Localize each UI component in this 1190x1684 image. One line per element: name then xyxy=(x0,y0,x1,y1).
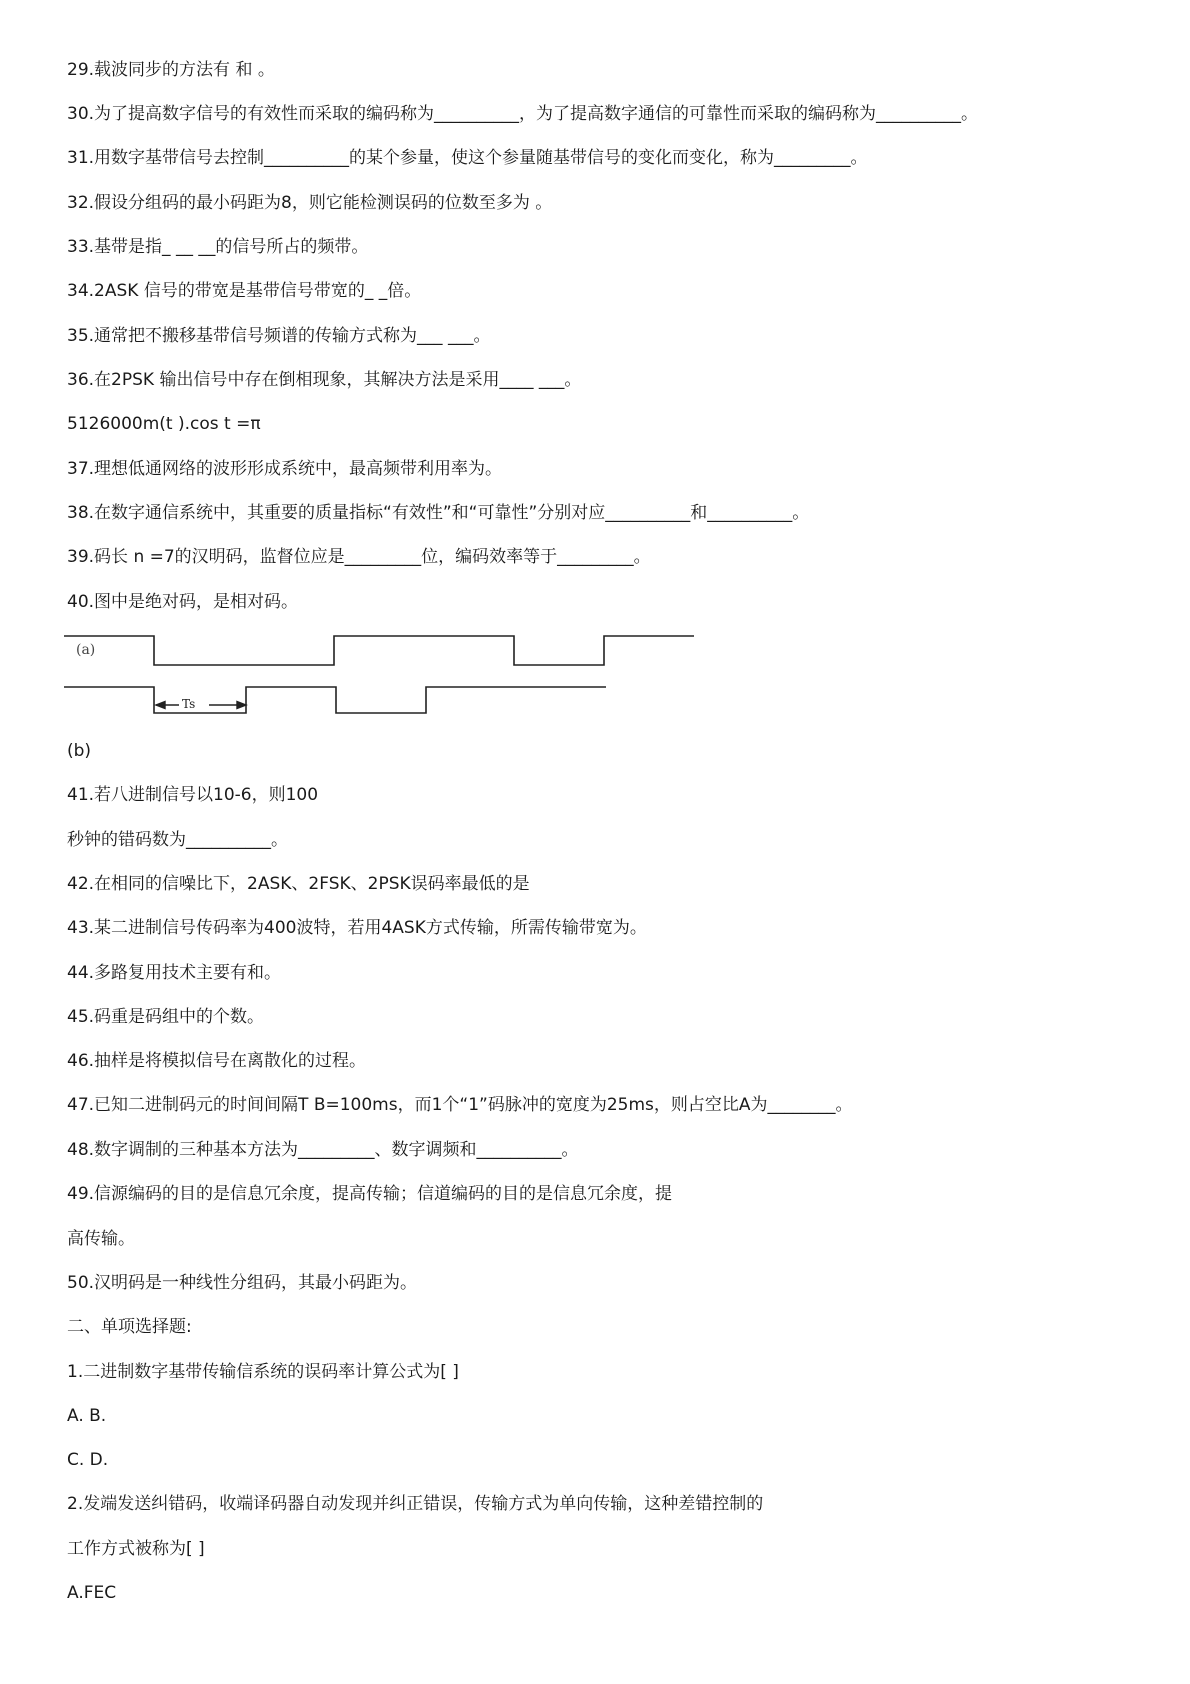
choice-question-2: 2.发端发送纠错码，收端译码器自动发现并纠正错误，传输方式为单向传输，这种差错控制的 xyxy=(67,1494,764,1514)
choice-1-options-cd: C. D. xyxy=(67,1450,109,1470)
section-heading: 二、单项选择题: xyxy=(67,1317,192,1337)
question-30: 30.为了提高数字信号的有效性而采取的编码称为__________，为了提高数字通信的可靠性而采取的编码称为__________。 xyxy=(67,104,979,124)
question-46: 46.抽样是将模拟信号在离散化的过程。 xyxy=(67,1051,367,1071)
question-41: 41.若八进制信号以10-6，则100 xyxy=(67,785,319,805)
question-45: 45.码重是码组中的个数。 xyxy=(67,1007,265,1027)
question-39: 39.码长 n =7的汉明码，监督位应是_________位，编码效率等于_________。 xyxy=(67,547,651,567)
question-33: 33.基带是指_ __ __的信号所占的频带。 xyxy=(67,237,369,257)
formula-line: 5126000m(t ).cos t =π xyxy=(67,414,261,434)
waveform-a xyxy=(64,636,694,665)
choice-question-2-cont: 工作方式被称为[ ] xyxy=(67,1539,205,1559)
question-49: 49.信源编码的目的是信息冗余度，提高传输；信道编码的目的是信息冗余度，提 xyxy=(67,1184,673,1204)
ts-label: Ts xyxy=(182,697,196,711)
question-44: 44.多路复用技术主要有和。 xyxy=(67,963,282,983)
question-31: 31.用数字基带信号去控制__________的某个参量，使这个参量随基带信号的变化而变化，称为_________。 xyxy=(67,148,868,168)
question-40: 40.图中是绝对码，是相对码。 xyxy=(67,592,299,612)
code-waveform-figure xyxy=(64,628,704,728)
question-49-cont: 高传输。 xyxy=(67,1229,135,1249)
question-48: 48.数字调制的三种基本方法为_________、数字调频和__________。 xyxy=(67,1140,579,1160)
question-43: 43.某二进制信号传码率为400波特，若用4ASK方式传输，所需传输带宽为。 xyxy=(67,918,647,938)
question-36: 36.在2PSK 输出信号中存在倒相现象，其解决方法是采用____ ___。 xyxy=(67,370,582,390)
choice-2-option-a: A.FEC xyxy=(67,1583,117,1603)
question-50: 50.汉明码是一种线性分组码，其最小码距为。 xyxy=(67,1273,418,1293)
question-35: 35.通常把不搬移基带信号频谱的传输方式称为___ ___。 xyxy=(67,326,491,346)
question-41-cont: 秒钟的错码数为__________。 xyxy=(67,830,288,850)
figure-label-b: (b) xyxy=(67,741,92,761)
waveform-a-label: (a) xyxy=(76,642,96,658)
question-47: 47.已知二进制码元的时间间隔T B=100ms，而1个“1”码脉冲的宽度为25ms，则占空比A为________。 xyxy=(67,1095,853,1115)
question-37: 37.理想低通网络的波形形成系统中，最高频带利用率为。 xyxy=(67,459,503,479)
choice-1-options-ab: A. B. xyxy=(67,1406,107,1426)
choice-question-1: 1.二进制数字基带传输信系统的误码率计算公式为[ ] xyxy=(67,1362,459,1382)
waveform-b xyxy=(64,687,606,713)
question-34: 34.2ASK 信号的带宽是基带信号带宽的_ _倍。 xyxy=(67,281,422,301)
question-38: 38.在数字通信系统中，其重要的质量指标“有效性”和“可靠性”分别对应__________和__________。 xyxy=(67,503,810,523)
question-32: 32.假设分组码的最小码距为8，则它能检测误码的位数至多为 。 xyxy=(67,193,553,213)
question-42: 42.在相同的信噪比下，2ASK、2FSK、2PSK误码率最低的是 xyxy=(67,874,530,894)
question-29: 29.载波同步的方法有 和 。 xyxy=(67,60,275,80)
